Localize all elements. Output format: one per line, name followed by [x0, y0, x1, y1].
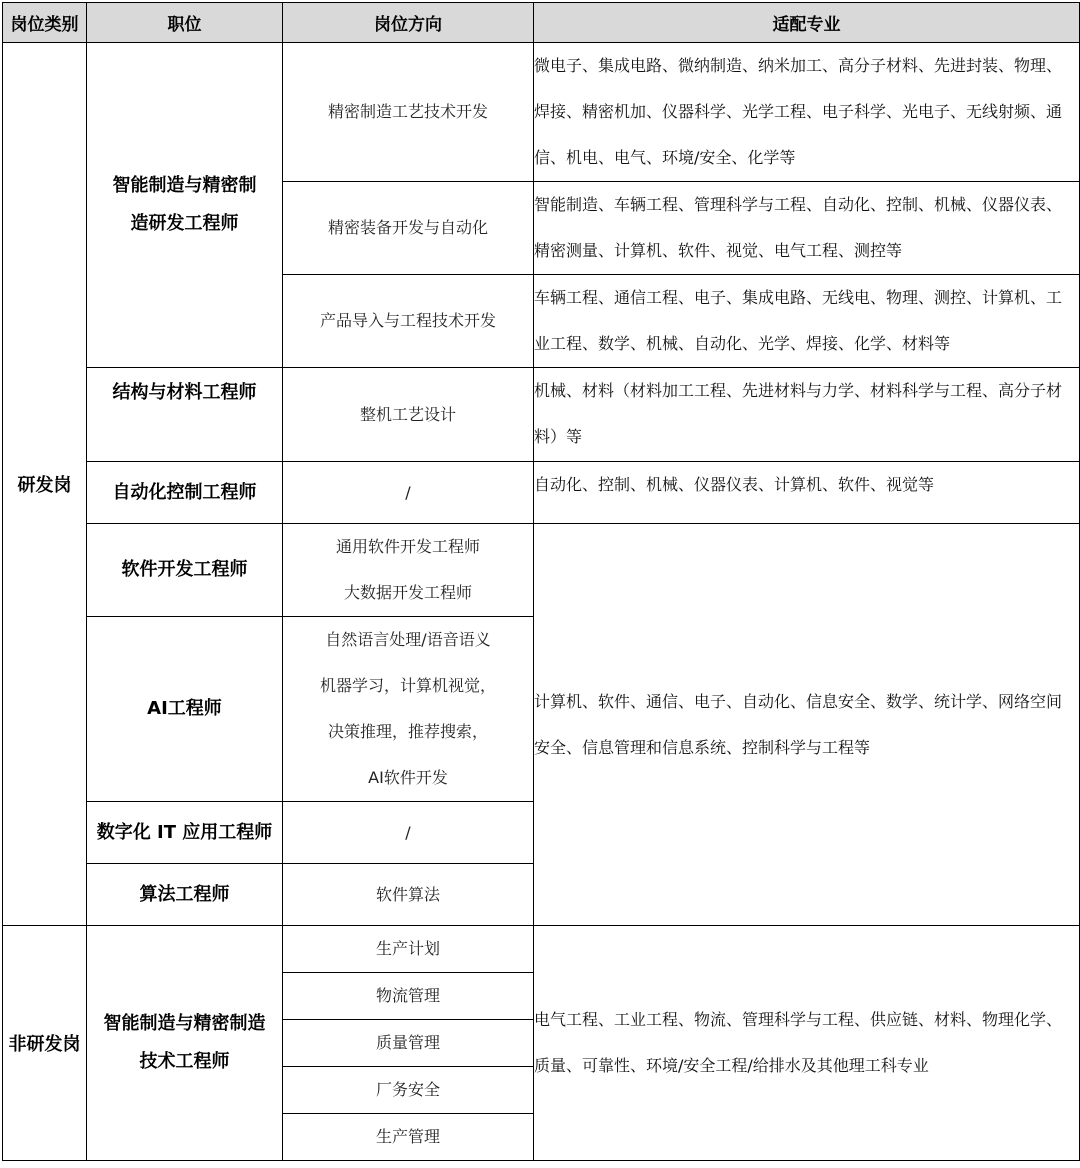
table-row [3, 43, 1080, 182]
direction-line: 通用软件开发工程师 [335, 537, 480, 556]
direction-line: 决策推理，推荐搜索， [327, 722, 488, 741]
direction-cell: 精密制造工艺技术开发 [283, 43, 534, 182]
direction-line: 自然语言处理/语音语义 [325, 630, 491, 649]
table-row [3, 462, 1080, 524]
majors-cell: 机械、材料（材料加工工程、先进材料与力学、材料科学与工程、高分子材料）等 [534, 368, 1080, 462]
header-row [3, 3, 1080, 43]
position-structure: 结构与材料工程师 [87, 368, 283, 462]
majors-cell: 自动化、控制、机械、仪器仪表、计算机、软件、视觉等 [534, 462, 1080, 524]
header-direction: 岗位方向 [283, 3, 534, 43]
header-category: 岗位类别 [3, 3, 87, 43]
header-position: 职位 [87, 3, 283, 43]
direction-line: AI软件开发 [368, 768, 448, 787]
direction-cell: 整机工艺设计 [283, 368, 534, 462]
majors-cell: 车辆工程、通信工程、电子、集成电路、无线电、物理、测控、计算机、工业工程、数学、机械、自动化、光学、焊接、化学、材料等 [534, 275, 1080, 368]
direction-cell: 产品导入与工程技术开发 [283, 275, 534, 368]
majors-cell: 微电子、集成电路、微纳制造、纳米加工、高分子材料、先进封装、物理、焊接、精密机加、仪器科学、光学工程、电子科学、光电子、无线射频、通信、机电、电气、环境/安全、化学等 [534, 43, 1080, 182]
position-automation: 自动化控制工程师 [87, 462, 283, 524]
direction-cell: 质量管理 [283, 1020, 534, 1067]
direction-cell: 厂务安全 [283, 1067, 534, 1114]
direction-cell: / [283, 802, 534, 864]
majors-cell-non-rd: 电气工程、工业工程、物流、管理科学与工程、供应链、材料、物理化学、质量、可靠性、环境/安全工程/给排水及其他理工科专业 [534, 926, 1080, 1161]
majors-cell: 智能制造、车辆工程、管理科学与工程、自动化、控制、机械、仪器仪表、精密测量、计算机、软件、视觉、电气工程、测控等 [534, 182, 1080, 275]
position-ai: AI工程师 [87, 617, 283, 802]
direction-line: 机器学习，计算机视觉， [319, 676, 496, 695]
position-algorithm: 算法工程师 [87, 864, 283, 926]
table-row [3, 368, 1080, 462]
category-non-rd: 非研发岗 [3, 926, 87, 1161]
direction-cell: 物流管理 [283, 973, 534, 1020]
recruitment-table [2, 2, 1080, 1161]
position-software: 软件开发工程师 [87, 524, 283, 617]
direction-cell: 生产管理 [283, 1114, 534, 1161]
direction-cell: 精密装备开发与自动化 [283, 182, 534, 275]
position-smart-mfg-tech [87, 926, 283, 1161]
direction-cell: / [283, 462, 534, 524]
direction-cell [283, 524, 534, 617]
direction-line: 大数据开发工程师 [343, 583, 472, 602]
position-digital-it: 数字化 IT 应用工程师 [87, 802, 283, 864]
table-row [3, 524, 1080, 617]
majors-cell-shared: 计算机、软件、通信、电子、自动化、信息安全、数学、统计学、网络空间安全、信息管理和信息系统、控制科学与工程等 [534, 524, 1080, 926]
direction-cell [283, 617, 534, 802]
position-line: 造研发工程师 [130, 213, 239, 234]
direction-cell: 生产计划 [283, 926, 534, 973]
position-line: 智能制造与精密制造 [103, 1013, 266, 1034]
header-majors: 适配专业 [534, 3, 1080, 43]
category-rd: 研发岗 [3, 43, 87, 926]
position-smart-mfg-rd [87, 43, 283, 368]
position-line: 技术工程师 [139, 1051, 230, 1072]
position-line: 智能制造与精密制 [112, 175, 257, 196]
direction-cell: 软件算法 [283, 864, 534, 926]
table-row [3, 926, 1080, 973]
